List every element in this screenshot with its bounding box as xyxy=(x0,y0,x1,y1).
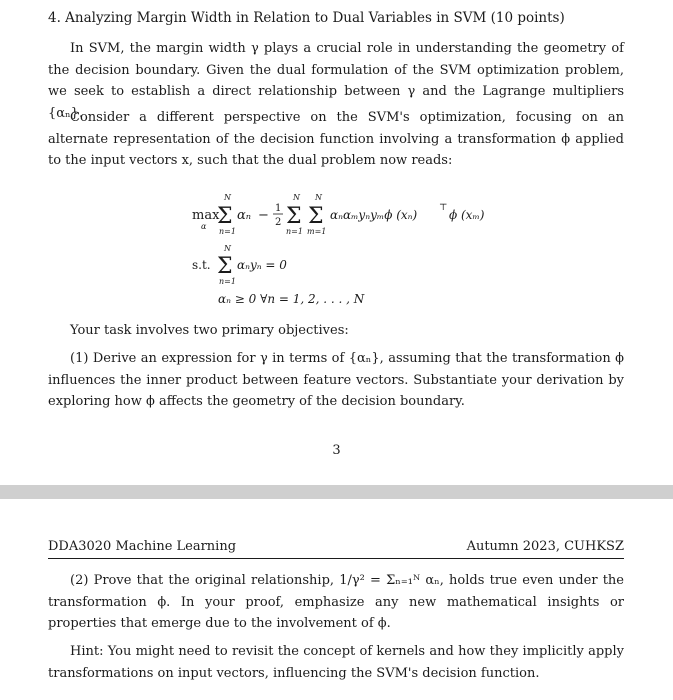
sum1-lower: n=1 xyxy=(219,227,236,236)
sum3-lower: m=1 xyxy=(307,227,327,236)
constraint-nonnegativity: αₙ ≥ 0 ∀n = 1, 2, . . . , N xyxy=(218,292,365,306)
intro-paragraph: In SVM, the margin width γ plays a crucial role in understanding the geometry of the decision boundary. Given the dual formulation of the SVM optimization problem, we seek to establish a direct relationship between γ and the Lagrange multipliers {αₙ}. xyxy=(48,41,624,121)
subject-to-label: s.t. xyxy=(192,258,211,272)
transpose-symbol: ⊤ xyxy=(439,203,448,213)
question-heading: 4. Analyzing Margin Width in Relation to Dual Variables in SVM (10 points) xyxy=(48,10,565,26)
sum2-upper: N xyxy=(293,193,300,202)
sum4-lower: n=1 xyxy=(219,277,236,286)
phi-xm-term: ϕ (xₘ) xyxy=(449,208,485,222)
sum3-upper: N xyxy=(315,193,322,202)
objectives-intro: Your task involves two primary objectives: xyxy=(70,323,349,338)
constraint-equality: αₙyₙ = 0 xyxy=(237,258,287,272)
dual-problem-equation xyxy=(192,190,512,310)
double-sum-term: αₙαₘyₙyₘϕ (xₙ) xyxy=(330,208,418,222)
page-separator xyxy=(0,485,673,499)
sum4-upper: N xyxy=(224,244,231,253)
sum2-sigma: Σ xyxy=(286,204,302,229)
hint-paragraph: Hint: You might need to revisit the concept of kernels and how they implicitly apply transformations on input vectors, influencing the SVM's decision function. xyxy=(48,644,624,681)
minus-sign: − xyxy=(258,208,269,223)
sum3-sigma: Σ xyxy=(308,204,324,229)
sum2-lower: n=1 xyxy=(286,227,303,236)
max-operator: max xyxy=(192,208,220,223)
course-name: DDA3020 Machine Learning xyxy=(48,539,237,554)
running-header xyxy=(48,538,624,559)
sum1-sigma: Σ xyxy=(217,204,233,229)
term-institution: Autumn 2023, CUHKSZ xyxy=(466,539,624,554)
max-subscript: α xyxy=(201,222,207,231)
page-number: 3 xyxy=(332,443,341,458)
alpha-n-term: αₙ xyxy=(237,208,252,223)
objective-2-paragraph: (2) Prove that the original relationship, 1/γ² = Σₙ₌₁ᴺ αₙ, holds true even under the transformation ϕ. In your proof, emphasize any new mathematical insights or properties that emerge due to the involvement of ϕ. xyxy=(48,573,624,631)
objective-1-paragraph: (1) Derive an expression for γ in terms of {αₙ}, assuming that the transformation ϕ influences the inner product between feature vectors. Substantiate your derivation by exploring how ϕ affects the geometry of the decision boundary. xyxy=(48,351,624,409)
half-numerator: 1 xyxy=(275,203,282,214)
perspective-paragraph: Consider a different perspective on the SVM's optimization, focusing on an alternate representation of the decision function involving a transformation ϕ applied to the input vectors x, such that the dual problem now reads: xyxy=(48,110,624,168)
sum4-sigma: Σ xyxy=(217,254,233,279)
half-denominator: 2 xyxy=(275,217,282,228)
sum1-upper: N xyxy=(224,193,231,202)
